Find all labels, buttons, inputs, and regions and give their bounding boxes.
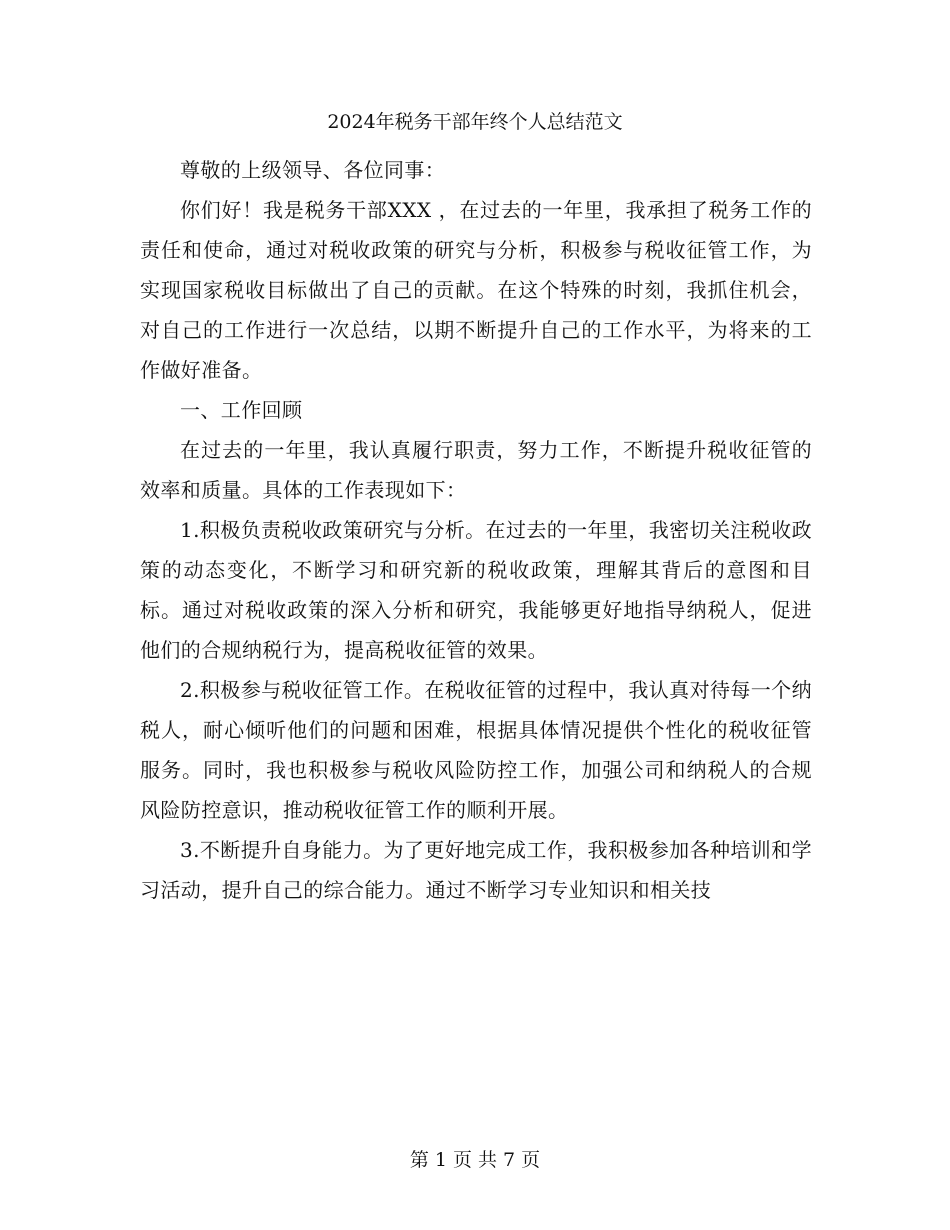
section-heading-work-review: 一、工作回顾 [180,398,303,422]
document-title: 2024年税务干部年终个人总结范文 [327,111,623,133]
body-paragraph-item-2: 2.积极参与税收征管工作。在税收征管的过程中，我认真对待每一个纳税人，耐心倾听他们的问题和困难，根据具体情况提供个性化的税收征管服务。同时，我也积极参与税收风险防控工作，加强公司和纳税人的合规风险防控意识，推动税收征管工作的顺利开展。 [140,678,812,822]
intro-paragraph: 你们好！我是税务干部XXX ，在过去的一年里，我承担了税务工作的责任和使命，通过对税收政策的研究与分析，积极参与税收征管工作，为实现国家税收目标做出了自己的贡献。在这个特殊的时刻，我抓住机会，对自己的工作进行一次总结，以期不断提升自己的工作水平，为将来的工作做好准备。 [140,198,812,382]
document-body [140,150,812,910]
page-number-footer: 第 1 页 共 7 页 [409,1149,541,1171]
body-paragraph-item-1: 1.积极负责税收政策研究与分析。在过去的一年里，我密切关注税收政策的动态变化，不断学习和研究新的税收政策，理解其背后的意图和目标。通过对税收政策的深入分析和研究，我能够更好地指导纳税人，促进他们的合规纳税行为，提高税收征管的效果。 [140,518,812,662]
body-paragraph-item-3: 3.不断提升自身能力。为了更好地完成工作，我积极参加各种培训和学习活动，提升自己的综合能力。通过不断学习专业知识和相关技 [140,838,812,902]
body-paragraph: 在过去的一年里，我认真履行职责，努力工作，不断提升税收征管的效率和质量。具体的工作表现如下： [140,438,812,502]
salutation-paragraph: 尊敬的上级领导、各位同事： [180,158,446,182]
